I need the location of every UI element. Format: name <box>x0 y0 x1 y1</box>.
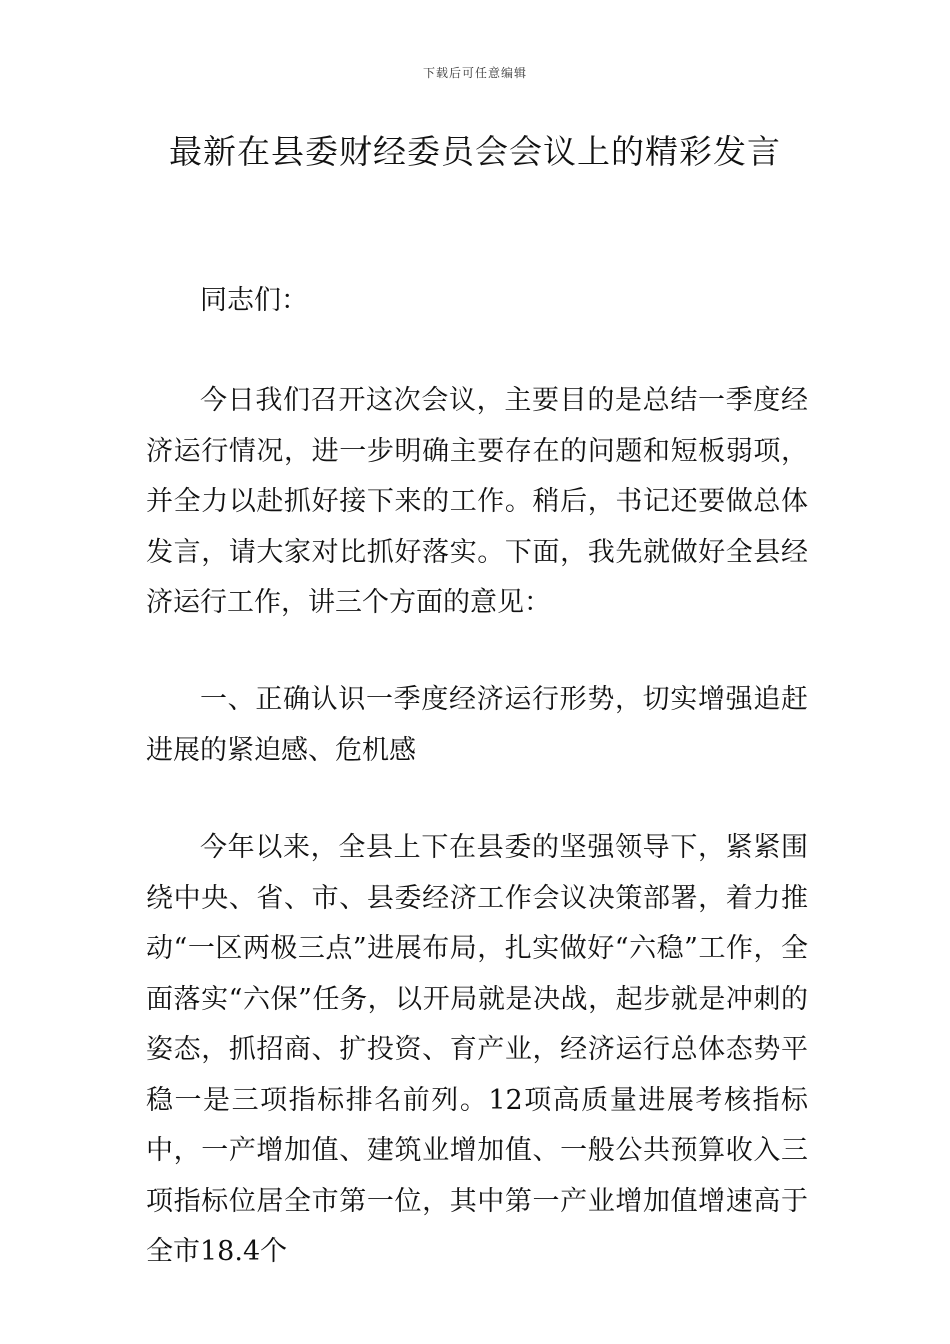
section-heading <box>146 675 808 776</box>
greeting-paragraph <box>146 276 808 327</box>
body-paragraph <box>146 823 808 1278</box>
intro-text: 今日我们召开这次会议，主要目的是总结一季度经济运行情况，进一步明确主要存在的问题和短板弱项，并全力以赴抓好接下来的工作。稍后，书记还要做总体发言，请大家对比抓好落实。下面，我先就做好全县经济运行工作，讲三个方面的意见： <box>146 385 808 618</box>
intro-paragraph <box>146 376 808 629</box>
header-note: 下载后可任意编辑 <box>422 66 527 80</box>
section-heading-text: 一、正确认识一季度经济运行形势，切实增强追赶进展的紧迫感、危机感 <box>146 684 808 766</box>
body-text: 今年以来，全县上下在县委的坚强领导下，紧紧围绕中央、省、市、县委经济工作会议决策部署，着力推动“一区两极三点”进展布局，扎实做好“六稳”工作，全面落实“六保”任务，以开局就是决战，起步就是冲刺的姿态，抓招商、扩投资、育产业，经济运行总体态势平稳一是三项指标排名前列。12项高质量进展考核指标中，一产增加值、建筑业增加值、一般公共预算收入三项指标位居全市第一位，其中第一产业增加值增速高于全市18.4个 <box>146 832 808 1267</box>
document-title: 最新在县委财经委员会会议上的精彩发言 <box>169 132 781 171</box>
greeting-text: 同志们： <box>200 285 308 316</box>
